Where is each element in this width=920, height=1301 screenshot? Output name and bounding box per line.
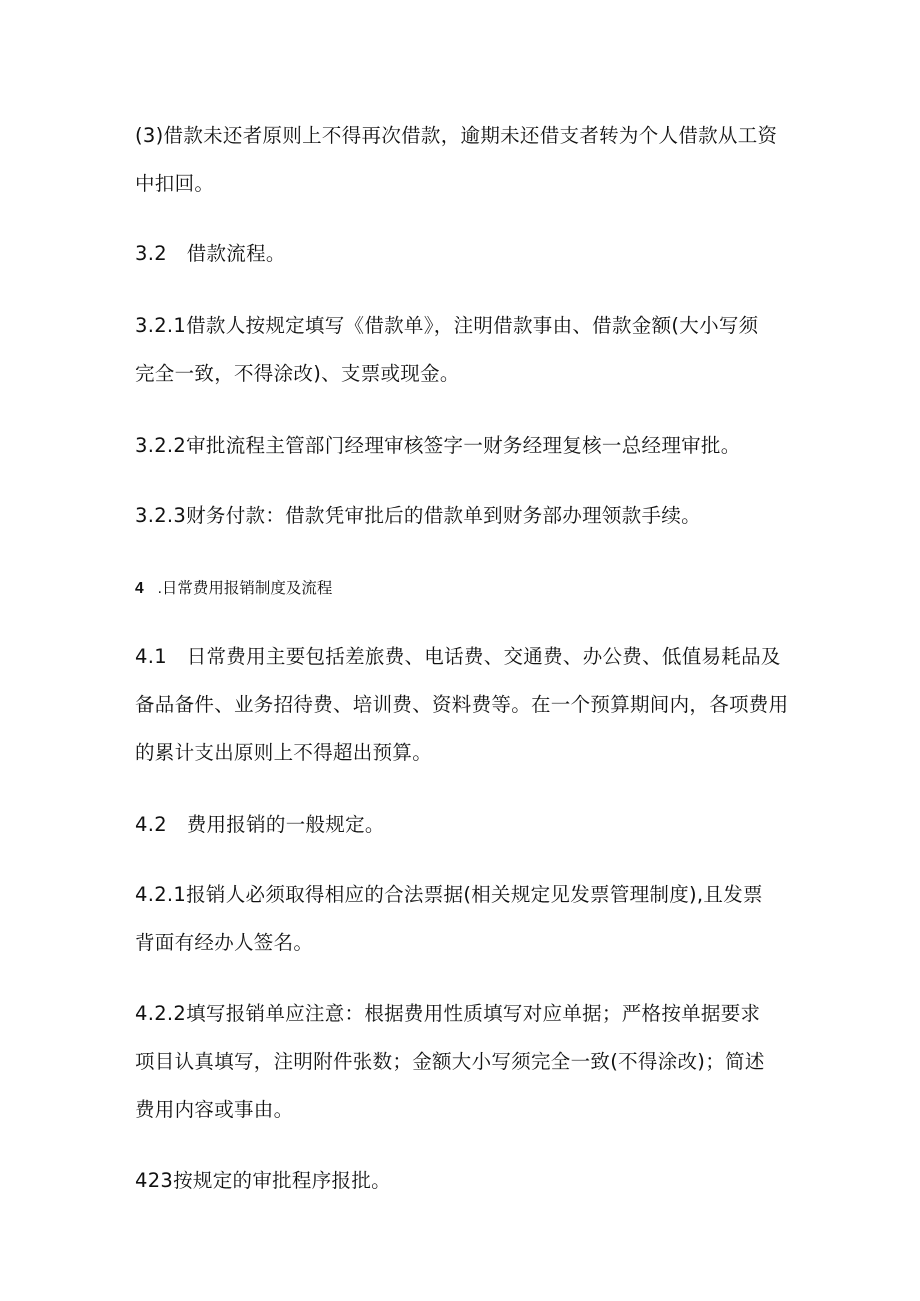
chapter-number: 4 [135,580,144,597]
section-heading: 3.2 借款流程。 [135,242,286,265]
paragraph-line: 423按规定的审批程序报批。 [135,1169,391,1192]
paragraph-line: 费用内容或事由。 [135,1098,294,1121]
paragraph-line: 3.2.2审批流程主管部门经理审核签字一财务经理复核一总经理审批。 [135,434,741,457]
paragraph-line: 4.2.1报销人必须取得相应的合法票据(相关规定见发票管理制度),且发票 [135,883,763,906]
paragraph-line: 项目认真填写，注明附件张数；金额大小写须完全一致(不得涂改)；简述 [135,1050,765,1073]
paragraph-line: 备品备件、业务招待费、培训费、资料费等。在一个预算期间内，各项费用 [135,693,789,716]
section-heading: 4.2 费用报销的一般规定。 [135,813,385,836]
paragraph-line: 3.2.1借款人按规定填写《借款单》，注明借款事由、借款金额(大小写须 [135,314,759,337]
paragraph-line: 3.2.3财务付款：借款凭审批后的借款单到财务部办理领款手续。 [135,504,701,527]
chapter-heading [135,578,332,600]
paragraph-line: 背面有经办人签名。 [135,931,314,954]
paragraph-line: (3)借款未还者原则上不得再次借款，逾期未还借支者转为个人借款从工资 [135,124,778,147]
paragraph-line: 完全一致，不得涂改)、支票或现金。 [135,362,460,385]
paragraph-line: 4.2.2填写报销单应注意：根据费用性质填写对应单据；严格按单据要求 [135,1002,761,1025]
paragraph-line: 的累计支出原则上不得超出预算。 [135,741,433,764]
chapter-title: .日常费用报销制度及流程 [157,580,333,597]
paragraph-line: 中扣回。 [135,172,215,195]
paragraph-line: 4.1 日常费用主要包括差旅费、电话费、交通费、办公费、低值易耗品及 [135,645,781,668]
